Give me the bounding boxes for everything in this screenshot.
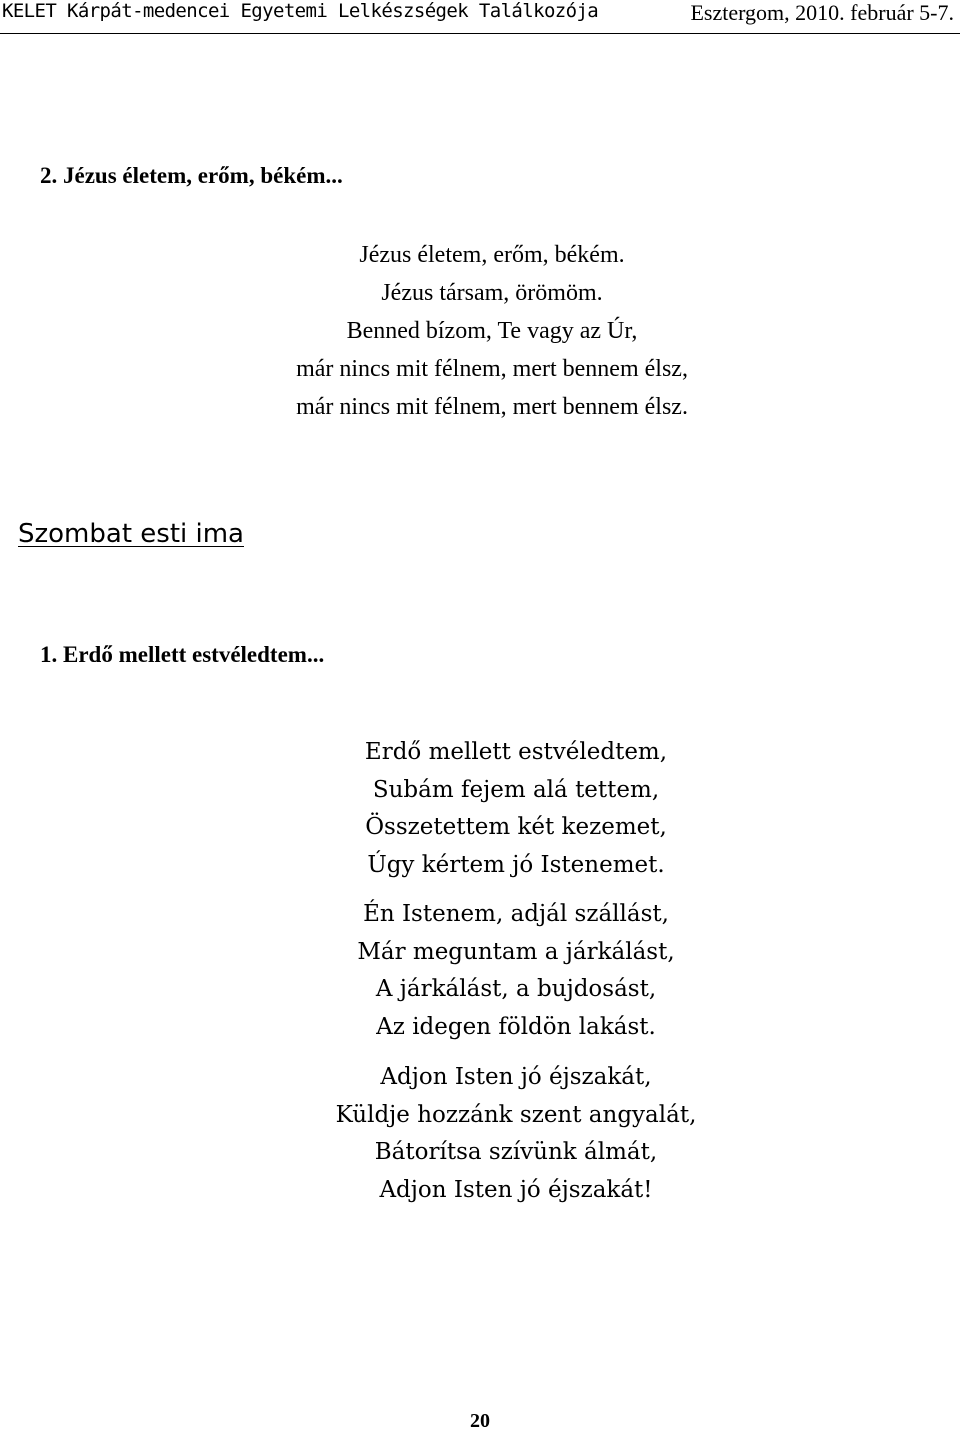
lyric-line: A járkálást, a bujdosást, xyxy=(375,976,657,1002)
stanza xyxy=(36,734,960,884)
lyric-line: már nincs mit félnem, mert bennem élsz, xyxy=(296,356,688,382)
page-number: 20 xyxy=(470,1410,490,1432)
lyric-line: Benned bízom, Te vagy az Úr, xyxy=(346,318,638,344)
lyric-line: Összetettem két kezemet, xyxy=(365,814,667,840)
song-title: 2. Jézus életem, erőm, békém... xyxy=(40,163,343,188)
lyric-line: Jézus életem, erőm, békém. xyxy=(359,242,625,268)
section-heading: Szombat esti ima xyxy=(18,519,244,549)
lyric-line: Subám fejem alá tettem, xyxy=(372,776,660,803)
stanza xyxy=(36,1059,960,1209)
lyric-line: Adjon Isten jó éjszakát! xyxy=(379,1176,653,1203)
lyric-line: Küldje hozzánk szent angyalát, xyxy=(335,1101,697,1128)
header-event-title: KELET Kárpát-medencei Egyetemi Lelkészségek Találkozója xyxy=(2,0,599,22)
lyric-line: Én Istenem, adjál szállást, xyxy=(363,901,669,927)
stanza xyxy=(36,896,960,1046)
song-title: 1. Erdő mellett estvéledtem... xyxy=(40,642,325,667)
lyric-line: Jézus társam, örömöm. xyxy=(381,280,603,306)
page-header xyxy=(0,0,960,34)
lyric-line: Az idegen földön lakást. xyxy=(376,1013,656,1040)
header-divider xyxy=(0,33,960,34)
lyric-line: Már meguntam a járkálást, xyxy=(357,938,675,965)
lyric-line: Úgy kértem jó Istenemet. xyxy=(367,851,665,878)
lyric-line: Erdő mellett estvéledtem, xyxy=(364,739,668,765)
lyric-line: Adjon Isten jó éjszakát, xyxy=(380,1064,652,1090)
lyric-line: már nincs mit félnem, mert bennem élsz. xyxy=(296,394,688,420)
lyric-line: Bátorítsa szívünk álmát, xyxy=(374,1139,658,1165)
header-place-date: Esztergom, 2010. február 5-7. xyxy=(690,0,954,25)
song-lyrics xyxy=(12,236,960,426)
